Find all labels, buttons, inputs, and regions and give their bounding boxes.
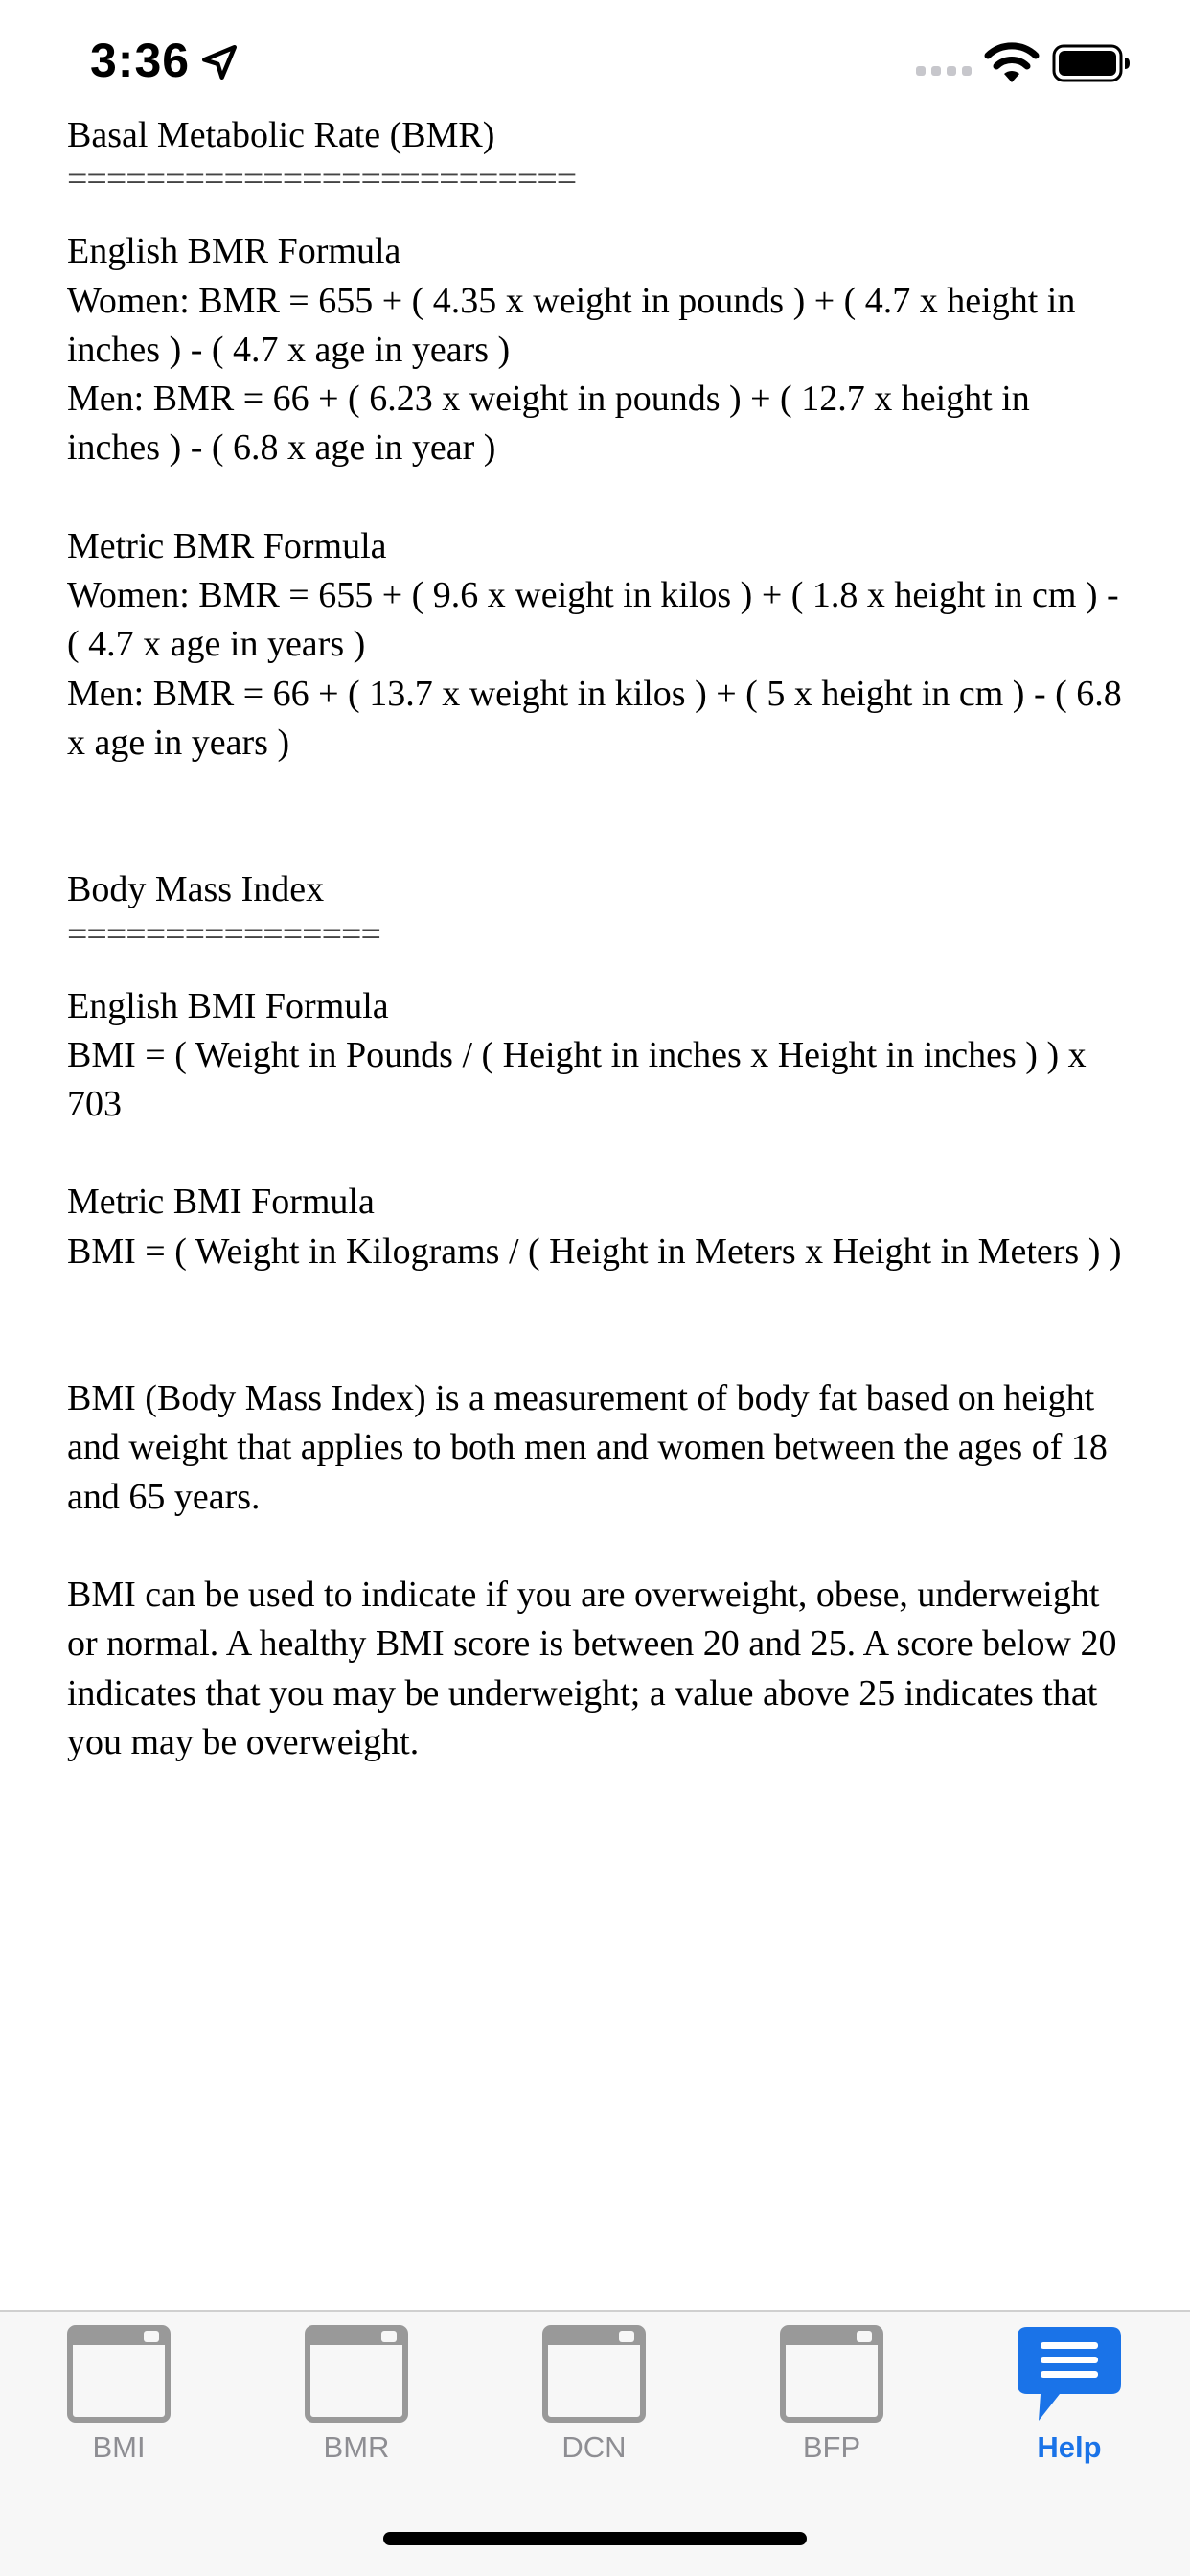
tab-label: BMI [92,2430,146,2464]
tab-help[interactable] [950,2325,1188,2488]
bmi-description-1: BMI (Body Mass Index) is a measurement of body fat based on height and weight that applies to both men and women between the ages of 18 and 65 years. [67,1378,1117,1517]
bmr-heading: Basal Metabolic Rate (BMR) [67,115,495,155]
tab-label: DCN [561,2430,627,2464]
cellular-signal-icon [916,63,972,79]
wifi-icon [983,40,1041,84]
spacer [67,1522,1131,1571]
spacer [67,1129,1131,1178]
spacer [67,954,1131,982]
metric-bmr-title: Metric BMR Formula [67,525,387,566]
english-bmi-formula: BMI = ( Weight in Pounds / ( Height in inches x Height in inches ) ) x 703 [67,1034,1096,1125]
bmr-heading-rule: ========================== [67,160,577,199]
tab-bfp[interactable] [713,2325,950,2488]
metric-bmr-women: Women: BMR = 655 + ( 9.6 x weight in kilos ) + ( 1.8 x height in cm ) - ( 4.7 x age in years ) [67,575,1129,665]
metric-bmi-title: Metric BMI Formula [67,1182,375,1223]
location-arrow-icon [199,42,240,82]
english-bmr-men: Men: BMR = 66 + ( 6.23 x weight in pounds ) + ( 12.7 x height in inches ) - ( 6.8 x age in year ) [67,379,1040,469]
window-icon [780,2325,883,2425]
bmi-description-2: BMI can be used to indicate if you are overweight, obese, underweight or normal. A healthy BMI score is between 20 and 25. A score below 20 indicates that you may be underweight; a value above 25 indicates that you may be overweight. [67,1574,1126,1762]
window-icon [542,2325,646,2425]
tab-bmi[interactable] [0,2325,238,2488]
tab-label: BFP [802,2430,861,2464]
metric-bmi-formula: BMI = ( Weight in Kilograms / ( Height in Meters x Height in Meters ) ) [67,1230,1122,1272]
english-bmr-women: Women: BMR = 655 + ( 4.35 x weight in pounds ) + ( 4.7 x height in inches ) - ( 4.7 x age in years ) [67,280,1085,370]
window-icon [67,2325,171,2425]
english-bmr-title: English BMR Formula [67,231,401,272]
help-content [67,111,1131,1767]
bmi-heading-rule: ================ [67,914,380,954]
bmi-heading: Body Mass Index [67,869,325,910]
status-bar [0,0,1190,126]
spacer [67,1276,1131,1374]
tab-label: Help [1037,2430,1102,2464]
status-time: 3:36 [90,34,191,87]
chat-bubble-icon [1016,2325,1123,2425]
home-indicator [383,2532,807,2545]
tab-dcn[interactable] [475,2325,713,2488]
spacer [67,473,1131,522]
battery-icon [1052,44,1131,82]
english-bmi-title: English BMI Formula [67,985,389,1026]
tab-bmr[interactable] [238,2325,475,2488]
spacer [67,768,1131,865]
window-icon [305,2325,408,2425]
spacer [67,198,1131,227]
metric-bmr-men: Men: BMR = 66 + ( 13.7 x weight in kilos ) + ( 5 x height in cm ) - ( 6.8 x age in years ) [67,673,1132,763]
tab-label: BMR [323,2430,390,2464]
